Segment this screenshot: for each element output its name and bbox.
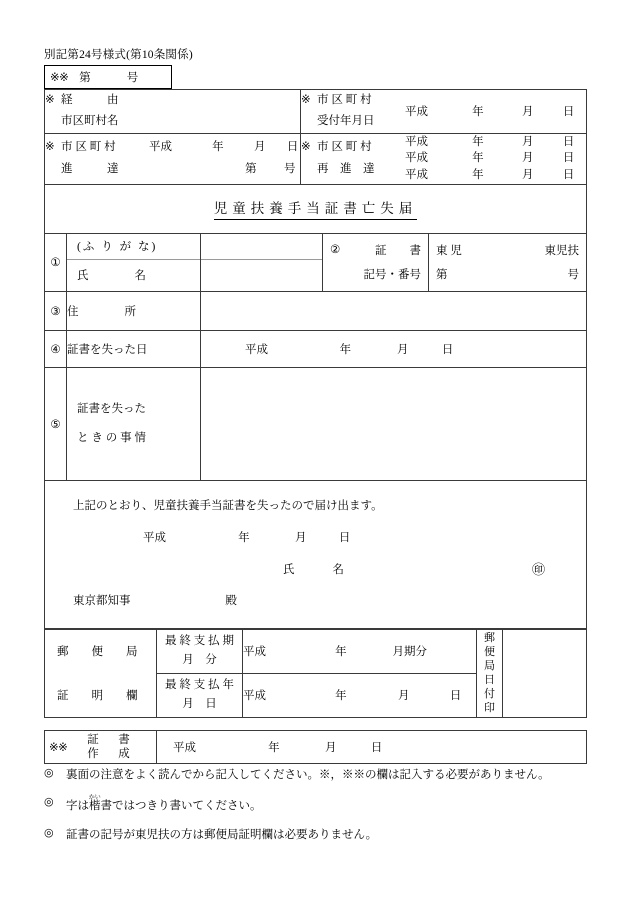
reforward-day-2: 日 <box>562 168 575 181</box>
stamp-char-2: 局 <box>484 659 495 672</box>
cert-no-prefix-right: 東児扶 <box>544 245 580 258</box>
note-bullet-icon: ◎ <box>44 827 54 839</box>
reforward-line2: 再 進 達 <box>317 162 375 175</box>
note-text: 裏面の注意をよく読んでから記入してください。※，※※の欄は記入する必要がありません。 <box>66 769 550 781</box>
cert-created-table <box>44 730 587 764</box>
furigana-label-row <box>67 234 200 260</box>
cert-created-year: 年 <box>268 742 280 754</box>
po-day-2: 日 <box>449 690 462 703</box>
reforward-date-row <box>405 134 586 151</box>
reforward-era-2: 平成 <box>405 168 429 181</box>
circumstances-label <box>67 367 201 480</box>
cert-no-number: ② <box>330 244 341 257</box>
reforward-month-2: 月 <box>522 168 534 181</box>
forward-text1: 市 区 町 村 <box>61 141 116 154</box>
row-statement <box>45 480 587 629</box>
po-era-2: 平成 <box>243 690 266 703</box>
note-ruby-base: 楷 <box>88 800 101 812</box>
po-era-1: 平成 <box>243 645 266 658</box>
main-form-table <box>44 89 587 630</box>
po-year-2: 年 <box>335 690 347 703</box>
post-office-label-text2: 証 明 欄 <box>57 690 138 702</box>
forward-label <box>45 137 149 180</box>
forward-day: 日 <box>286 141 299 154</box>
reforward-date-row <box>405 167 586 184</box>
circumstances-label-line1: 証書を失った <box>77 402 146 415</box>
statement-cell <box>45 480 587 629</box>
forward-era: 平成 <box>149 141 172 154</box>
reforward-year-0: 年 <box>472 135 484 148</box>
name-label-row <box>67 260 200 291</box>
circumstances-number: ⑤ <box>45 367 67 480</box>
via-line1 <box>45 90 300 111</box>
furigana-input[interactable] <box>201 234 322 260</box>
note-text-after: 書ではつきり書いてください。 <box>100 800 262 812</box>
cert-created-era: 平成 <box>173 742 196 754</box>
row-forward-and-reforward <box>45 133 587 184</box>
cert-created-date-value <box>157 742 394 754</box>
cert-created-row <box>45 731 587 764</box>
stamp-char-0: 郵 <box>484 631 495 644</box>
reforward-label <box>301 137 405 180</box>
address-input[interactable] <box>201 291 587 330</box>
via-line2: 市区町村名 <box>61 115 119 128</box>
reforward-month-1: 月 <box>522 152 534 165</box>
reforward-mark: ※ <box>301 141 311 154</box>
lost-date-year: 年 <box>339 343 352 356</box>
post-office-table <box>44 628 587 718</box>
stamp-char-3: 日 <box>484 674 495 686</box>
statement-day: 日 <box>338 531 351 544</box>
name-input-cell[interactable] <box>201 233 323 291</box>
statement-block <box>45 481 586 629</box>
po-date2-value <box>243 690 476 702</box>
cert-created-month: 月 <box>325 742 337 754</box>
statement-date[interactable] <box>143 529 360 545</box>
note-ruby-text: かい <box>88 795 101 801</box>
stamp-char-1: 便 <box>484 645 495 658</box>
cert-created-label-line1: 証 書 <box>87 733 134 746</box>
reforward-era-0: 平成 <box>405 135 429 148</box>
post-office-label-text1: 郵 便 局 <box>57 646 138 658</box>
lost-date-era: 平成 <box>245 343 268 356</box>
note-item <box>44 826 604 842</box>
cert-no-dai: 第 <box>436 269 448 282</box>
receipt-number-gou-label: 号 <box>126 72 139 84</box>
reforward-date-list[interactable] <box>405 134 586 184</box>
forward-mark: ※ <box>45 141 55 154</box>
cert-created-day: 日 <box>370 742 383 754</box>
cert-created-label-inner <box>45 733 156 762</box>
lost-date-input[interactable] <box>201 330 587 367</box>
po-sub2-line2: 年 月 日 <box>182 679 246 711</box>
municipal-receipt-cell[interactable] <box>301 90 587 134</box>
reforward-era-1: 平成 <box>405 152 429 165</box>
address-label: 住 所 <box>67 291 201 330</box>
seal-icon: ㊞ <box>532 561 546 577</box>
municipal-receipt-year: 年 <box>472 106 484 119</box>
via-label: 経 由 <box>61 94 119 106</box>
cert-no-label-line2: 記号・番号 <box>363 269 422 282</box>
note-text: 証書の記号が東児扶の方は郵便局証明欄は必要ありません。 <box>66 829 378 841</box>
notes-section <box>44 766 604 855</box>
municipal-receipt-text1: 市 区 町 村 <box>317 94 372 106</box>
po-month-2: 月 <box>398 690 410 703</box>
reforward-line1 <box>301 137 405 158</box>
via-cell[interactable] <box>45 90 301 134</box>
post-office-date-2[interactable] <box>243 673 477 718</box>
form-caption: 別記第24号様式(第10条関係) <box>44 49 193 61</box>
post-office-sub-label-1 <box>157 629 246 674</box>
stamp-char-5: 印 <box>484 702 495 715</box>
page-title: 児童扶養手当証書亡失届 <box>214 197 418 220</box>
municipal-receipt-line2: 受付年月日 <box>317 115 375 128</box>
row-circumstances <box>45 367 587 480</box>
post-office-row-1 <box>45 629 587 674</box>
cert-no-value-row[interactable] <box>429 262 586 286</box>
circumstances-label-line2: と き の 事 情 <box>77 431 146 444</box>
statement-honorific: 殿 <box>225 594 237 607</box>
cert-created-date[interactable] <box>157 731 587 764</box>
note-text <box>66 795 262 813</box>
lost-date-number: ④ <box>45 330 67 367</box>
note-bullet-icon: ◎ <box>44 767 54 779</box>
cert-created-label-stack <box>83 733 134 762</box>
lost-date-label: 証書を失った日 <box>67 330 201 367</box>
address-number: ③ <box>45 291 67 330</box>
name-input[interactable] <box>201 260 322 291</box>
forward-date-and-number[interactable] <box>149 137 304 180</box>
circumstances-input[interactable] <box>201 367 587 480</box>
note-bullet-icon: ◎ <box>44 796 54 808</box>
statement-addressee: 東京都知事 <box>73 594 131 607</box>
cert-created-mark: ※※ <box>49 742 68 754</box>
receipt-number-dai-label: 第 <box>79 72 91 84</box>
cert-no-prefix-left: 東 児 <box>436 245 462 258</box>
lost-date-day: 日 <box>441 343 454 356</box>
form-title-cell <box>45 184 587 233</box>
lost-date-value <box>201 344 463 356</box>
reforward-month-0: 月 <box>522 135 534 148</box>
post-office-stamp-label <box>477 629 503 718</box>
cert-no-label-line1 <box>323 238 428 262</box>
via-mark: ※ <box>45 94 55 106</box>
post-office-label-line2 <box>45 673 157 718</box>
forward-cell[interactable] <box>45 133 301 184</box>
cert-no-gou: 号 <box>567 269 580 282</box>
reforward-year-1: 年 <box>472 152 484 165</box>
receipt-number-box[interactable] <box>44 65 172 89</box>
forward-month: 月 <box>254 141 266 154</box>
statement-year: 年 <box>238 531 250 544</box>
po-month-term-1: 月期分 <box>392 645 427 658</box>
forward-number <box>149 159 304 180</box>
lost-date-month: 月 <box>397 343 409 356</box>
cert-created-label-line2: 作 成 <box>87 748 134 760</box>
po-year-1: 年 <box>335 645 347 658</box>
statement-text: 上記のとおり、児童扶養手当証書を失ったので届け出ます。 <box>73 499 383 512</box>
cert-no-input-cell[interactable] <box>429 233 587 291</box>
municipal-receipt-month: 月 <box>522 106 534 119</box>
po-sub1-line2: 期 月 分 <box>182 634 246 666</box>
name-label: 氏 名 <box>77 270 146 283</box>
cert-no-label-text1: 証 書 <box>375 245 422 258</box>
forward-gou: 号 <box>284 162 296 175</box>
municipal-receipt-date[interactable] <box>405 103 586 119</box>
po-sub1-line1: 最 終 支 払 <box>165 634 220 647</box>
row-name-and-cert-no <box>45 233 587 291</box>
stamp-char-4: 付 <box>484 688 495 701</box>
statement-name-label: 氏 名 <box>283 563 349 576</box>
municipal-receipt-era: 平成 <box>405 106 429 119</box>
cert-no-label-cell <box>323 233 429 291</box>
post-office-stamp-box[interactable] <box>503 629 587 718</box>
municipal-receipt-mark: ※ <box>301 94 311 106</box>
row-lost-date <box>45 330 587 367</box>
note-text-before: 字は <box>66 800 89 812</box>
post-office-date-1[interactable] <box>243 629 477 674</box>
cert-created-label <box>45 731 157 764</box>
note-item <box>44 766 604 782</box>
forward-year: 年 <box>212 141 224 154</box>
furigana-label: (ふ り が な) <box>77 241 158 254</box>
reforward-date-row <box>405 150 586 167</box>
statement-month: 月 <box>295 531 307 544</box>
reforward-cell[interactable] <box>301 133 587 184</box>
reforward-day-0: 日 <box>562 135 575 148</box>
forward-date <box>149 137 304 158</box>
municipal-receipt-day: 日 <box>562 106 575 119</box>
statement-era: 平成 <box>143 531 166 544</box>
forward-dai: 第 <box>245 162 257 175</box>
receipt-number-mark: ※※ <box>50 72 69 84</box>
forward-line2: 進 達 <box>61 162 119 175</box>
statement-addressee-row <box>73 592 237 608</box>
name-number: ① <box>45 233 67 291</box>
row-address <box>45 291 587 330</box>
row-via-and-receipt <box>45 90 587 134</box>
row-form-title <box>45 184 587 233</box>
name-label-cell <box>67 233 201 291</box>
cert-no-prefix-row <box>429 238 586 262</box>
municipal-receipt-label <box>301 90 405 133</box>
reforward-text1: 市 区 町 村 <box>317 141 372 154</box>
municipal-receipt-line1 <box>301 90 405 111</box>
post-office-label-line1 <box>45 629 157 674</box>
reforward-day-1: 日 <box>562 152 575 165</box>
post-office-sub-label-2 <box>157 673 246 718</box>
note-ruby <box>88 795 101 812</box>
po-sub2-line1: 最 終 支 払 <box>165 679 220 692</box>
forward-line1 <box>45 137 149 158</box>
note-item <box>44 795 604 813</box>
reforward-year-2: 年 <box>472 168 484 181</box>
po-date1-value <box>243 646 445 658</box>
